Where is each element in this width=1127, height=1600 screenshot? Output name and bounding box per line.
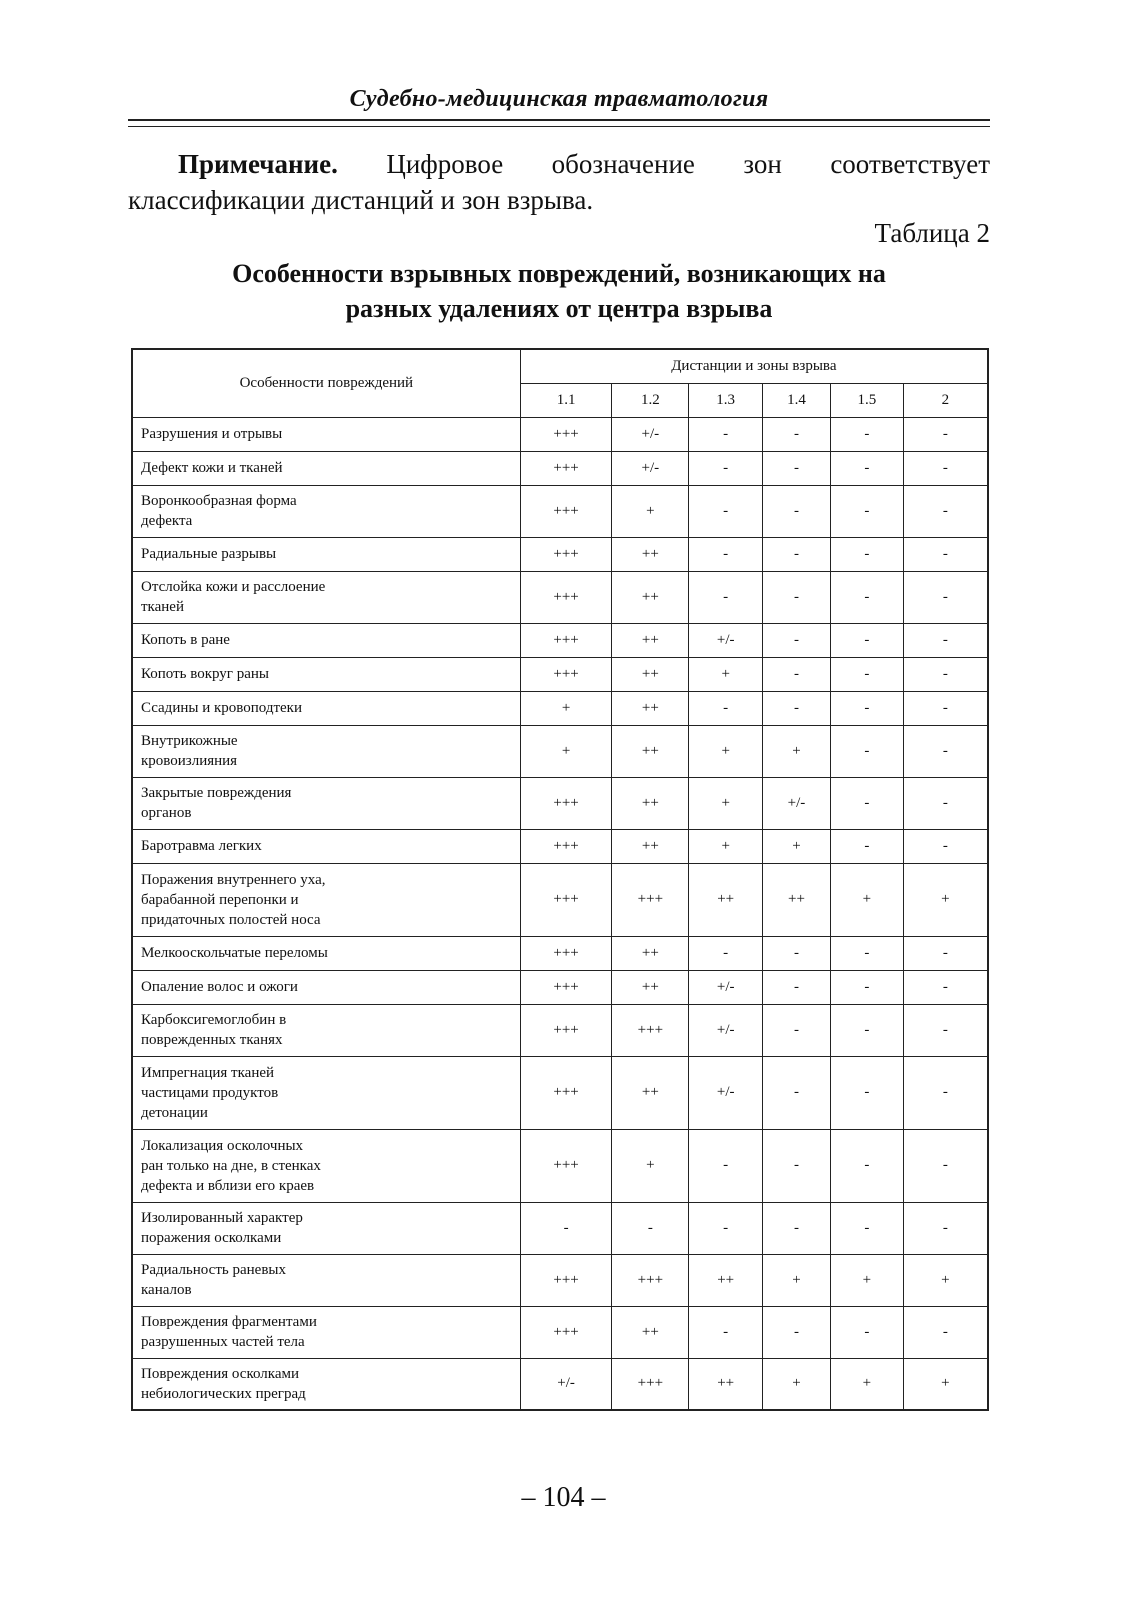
zone-value-cell: +++: [520, 657, 612, 691]
zone-value-cell: -: [763, 936, 831, 970]
table-row: [132, 970, 988, 1004]
zone-value-cell: +: [903, 1358, 988, 1410]
zone-value-cell: -: [903, 1129, 988, 1202]
zone-value-cell: -: [830, 417, 903, 451]
feature-cell: Копоть в ране: [132, 623, 520, 657]
zone-value-cell: -: [903, 1306, 988, 1358]
feature-cell: Мелкооскольчатые переломы: [132, 936, 520, 970]
zone-value-cell: -: [830, 657, 903, 691]
zone-value-cell: +++: [520, 936, 612, 970]
header-zone: 1.1: [520, 383, 612, 417]
feature-cell: Отслойка кожи и расслоение тканей: [132, 571, 520, 623]
zone-value-cell: +: [763, 725, 831, 777]
zone-value-cell: -: [830, 829, 903, 863]
table-row: [132, 691, 988, 725]
zone-value-cell: +++: [520, 970, 612, 1004]
feature-cell: Копоть вокруг раны: [132, 657, 520, 691]
table-row: [132, 777, 988, 829]
note-label: Примечание.: [178, 149, 338, 179]
zone-value-cell: +++: [520, 829, 612, 863]
header-zone: 1.4: [763, 383, 831, 417]
feature-cell: Локализация осколочных ран только на дне, в стенках дефекта и вблизи его краев: [132, 1129, 520, 1202]
zone-value-cell: -: [830, 777, 903, 829]
table-row: [132, 1358, 988, 1410]
zone-value-cell: -: [763, 1306, 831, 1358]
zone-value-cell: -: [903, 936, 988, 970]
zone-value-cell: -: [903, 451, 988, 485]
feature-cell: Повреждения осколками небиологических преград: [132, 1358, 520, 1410]
feature-cell: Внутрикожные кровоизлияния: [132, 725, 520, 777]
zone-value-cell: +++: [612, 863, 689, 936]
zone-value-cell: +: [520, 725, 612, 777]
table-row: [132, 537, 988, 571]
zone-value-cell: +++: [520, 451, 612, 485]
zone-value-cell: +/-: [689, 970, 763, 1004]
zone-value-cell: +++: [520, 1254, 612, 1306]
zone-value-cell: +: [520, 691, 612, 725]
table-row: [132, 417, 988, 451]
feature-cell: Воронкообразная форма дефекта: [132, 485, 520, 537]
zone-value-cell: +/-: [689, 623, 763, 657]
zone-value-cell: -: [763, 1004, 831, 1056]
zone-value-cell: -: [689, 571, 763, 623]
zone-value-cell: -: [763, 970, 831, 1004]
zone-value-cell: +: [689, 725, 763, 777]
zone-value-cell: -: [903, 623, 988, 657]
table-row: [132, 623, 988, 657]
zone-value-cell: -: [830, 936, 903, 970]
zone-value-cell: -: [830, 1004, 903, 1056]
zone-value-cell: +/-: [612, 451, 689, 485]
header-feature: Особенности повреждений: [132, 349, 520, 417]
zone-value-cell: +: [903, 1254, 988, 1306]
zone-value-cell: -: [903, 777, 988, 829]
table-row: [132, 1306, 988, 1358]
zone-value-cell: +++: [520, 571, 612, 623]
table-row: [132, 485, 988, 537]
zone-value-cell: -: [689, 451, 763, 485]
zone-value-cell: -: [830, 1056, 903, 1129]
table-title: [128, 256, 990, 326]
table-row: [132, 571, 988, 623]
zone-value-cell: -: [903, 1004, 988, 1056]
zone-value-cell: +++: [520, 863, 612, 936]
zone-value-cell: -: [903, 829, 988, 863]
feature-cell: Карбоксигемоглобин в поврежденных тканях: [132, 1004, 520, 1056]
zone-value-cell: ++: [612, 691, 689, 725]
feature-cell: Радиальность раневых каналов: [132, 1254, 520, 1306]
zone-value-cell: +/-: [689, 1056, 763, 1129]
table-row: [132, 1056, 988, 1129]
zone-value-cell: -: [830, 1306, 903, 1358]
zone-value-cell: +++: [612, 1004, 689, 1056]
page-number: – 104 –: [521, 1482, 606, 1513]
table-title-line2: разных удалениях от центра взрыва: [345, 294, 773, 323]
zone-value-cell: -: [763, 537, 831, 571]
zone-value-cell: -: [830, 1129, 903, 1202]
zone-value-cell: +: [903, 863, 988, 936]
zone-value-cell: ++: [612, 1056, 689, 1129]
zone-value-cell: -: [830, 451, 903, 485]
zone-value-cell: ++: [612, 1306, 689, 1358]
zone-value-cell: ++: [612, 571, 689, 623]
zone-value-cell: -: [830, 725, 903, 777]
table-number: Таблица 2: [874, 218, 990, 248]
zone-value-cell: +++: [612, 1254, 689, 1306]
table-row: [132, 1004, 988, 1056]
zone-value-cell: +++: [520, 777, 612, 829]
zone-value-cell: ++: [689, 863, 763, 936]
table-row: [132, 451, 988, 485]
zone-value-cell: ++: [612, 936, 689, 970]
injury-table: [131, 348, 989, 1411]
feature-cell: Разрушения и отрывы: [132, 417, 520, 451]
zone-value-cell: +: [830, 863, 903, 936]
header-zone: 1.5: [830, 383, 903, 417]
note-text: Цифровое обозначение зон соответствует классификации дистанций и зон взрыва.: [128, 149, 990, 215]
zone-value-cell: -: [763, 1202, 831, 1254]
zone-value-cell: ++: [612, 777, 689, 829]
zone-value-cell: +: [689, 657, 763, 691]
zone-value-cell: +++: [612, 1358, 689, 1410]
header-rule-thin: [128, 126, 990, 127]
zone-value-cell: -: [903, 1056, 988, 1129]
zone-value-cell: -: [689, 537, 763, 571]
zone-value-cell: -: [689, 417, 763, 451]
zone-value-cell: +: [612, 1129, 689, 1202]
zone-value-cell: -: [689, 1306, 763, 1358]
header-zone: 1.2: [612, 383, 689, 417]
zone-value-cell: -: [612, 1202, 689, 1254]
zone-value-cell: -: [903, 657, 988, 691]
zone-value-cell: +: [689, 829, 763, 863]
feature-cell: Закрытые повреждения органов: [132, 777, 520, 829]
zone-value-cell: -: [763, 1056, 831, 1129]
zone-value-cell: +++: [520, 1306, 612, 1358]
header-zone: 2: [903, 383, 988, 417]
zone-value-cell: -: [903, 537, 988, 571]
zone-value-cell: +++: [520, 623, 612, 657]
zone-value-cell: ++: [763, 863, 831, 936]
zone-value-cell: +++: [520, 1056, 612, 1129]
zone-value-cell: ++: [612, 970, 689, 1004]
zone-value-cell: -: [903, 691, 988, 725]
table-row: [132, 1202, 988, 1254]
zone-value-cell: +++: [520, 1004, 612, 1056]
running-head: Судебно-медицинская травматология: [349, 86, 769, 112]
zone-value-cell: ++: [612, 725, 689, 777]
zone-value-cell: +: [763, 1254, 831, 1306]
zone-value-cell: +/-: [689, 1004, 763, 1056]
zone-value-cell: -: [763, 691, 831, 725]
zone-value-cell: +++: [520, 537, 612, 571]
feature-cell: Поражения внутреннего уха, барабанной перепонки и придаточных полостей носа: [132, 863, 520, 936]
zone-value-cell: -: [689, 936, 763, 970]
feature-cell: Повреждения фрагментами разрушенных частей тела: [132, 1306, 520, 1358]
zone-value-cell: -: [763, 485, 831, 537]
zone-value-cell: -: [830, 537, 903, 571]
feature-cell: Опаление волос и ожоги: [132, 970, 520, 1004]
zone-value-cell: -: [903, 725, 988, 777]
header-rule-thick: [128, 119, 990, 121]
zone-value-cell: ++: [689, 1358, 763, 1410]
zone-value-cell: ++: [612, 623, 689, 657]
table-row: [132, 863, 988, 936]
zone-value-cell: -: [903, 970, 988, 1004]
zone-value-cell: +: [830, 1254, 903, 1306]
zone-value-cell: -: [763, 623, 831, 657]
zone-value-cell: -: [763, 417, 831, 451]
feature-cell: Радиальные разрывы: [132, 537, 520, 571]
zone-value-cell: -: [830, 970, 903, 1004]
table-row: [132, 725, 988, 777]
zone-value-cell: +++: [520, 417, 612, 451]
zone-value-cell: +/-: [763, 777, 831, 829]
zone-value-cell: -: [903, 417, 988, 451]
zone-value-cell: +++: [520, 1129, 612, 1202]
zone-value-cell: +: [763, 1358, 831, 1410]
zone-value-cell: -: [689, 1202, 763, 1254]
table-title-line1: Особенности взрывных повреждений, возникающих на: [232, 259, 886, 288]
zone-value-cell: +: [830, 1358, 903, 1410]
zone-value-cell: -: [689, 1129, 763, 1202]
zone-value-cell: +: [612, 485, 689, 537]
zone-value-cell: -: [689, 485, 763, 537]
zone-value-cell: -: [903, 571, 988, 623]
table-row: [132, 829, 988, 863]
zone-value-cell: -: [763, 657, 831, 691]
feature-cell: Изолированный характер поражения осколками: [132, 1202, 520, 1254]
table-row: [132, 1254, 988, 1306]
zone-value-cell: +++: [520, 485, 612, 537]
zone-value-cell: +/-: [520, 1358, 612, 1410]
zone-value-cell: -: [830, 691, 903, 725]
note-paragraph: [128, 146, 990, 218]
zone-value-cell: ++: [612, 829, 689, 863]
zone-value-cell: +/-: [612, 417, 689, 451]
zone-value-cell: +: [689, 777, 763, 829]
zone-value-cell: ++: [612, 537, 689, 571]
zone-value-cell: -: [830, 485, 903, 537]
feature-cell: Баротравма легких: [132, 829, 520, 863]
zone-value-cell: -: [520, 1202, 612, 1254]
zone-value-cell: -: [763, 571, 831, 623]
zone-value-cell: +: [763, 829, 831, 863]
zone-value-cell: -: [830, 1202, 903, 1254]
table-row: [132, 657, 988, 691]
zone-value-cell: -: [689, 691, 763, 725]
zone-value-cell: -: [830, 623, 903, 657]
zone-value-cell: -: [830, 571, 903, 623]
zone-value-cell: ++: [612, 657, 689, 691]
feature-cell: Импрегнация тканей частицами продуктов детонации: [132, 1056, 520, 1129]
zone-value-cell: -: [763, 1129, 831, 1202]
zone-value-cell: ++: [689, 1254, 763, 1306]
zone-value-cell: -: [763, 451, 831, 485]
header-zone: 1.3: [689, 383, 763, 417]
zone-value-cell: -: [903, 1202, 988, 1254]
zone-value-cell: -: [903, 485, 988, 537]
header-zone-group: Дистанции и зоны взрыва: [520, 349, 988, 383]
feature-cell: Ссадины и кровоподтеки: [132, 691, 520, 725]
table-row: [132, 1129, 988, 1202]
table-row: [132, 936, 988, 970]
feature-cell: Дефект кожи и тканей: [132, 451, 520, 485]
